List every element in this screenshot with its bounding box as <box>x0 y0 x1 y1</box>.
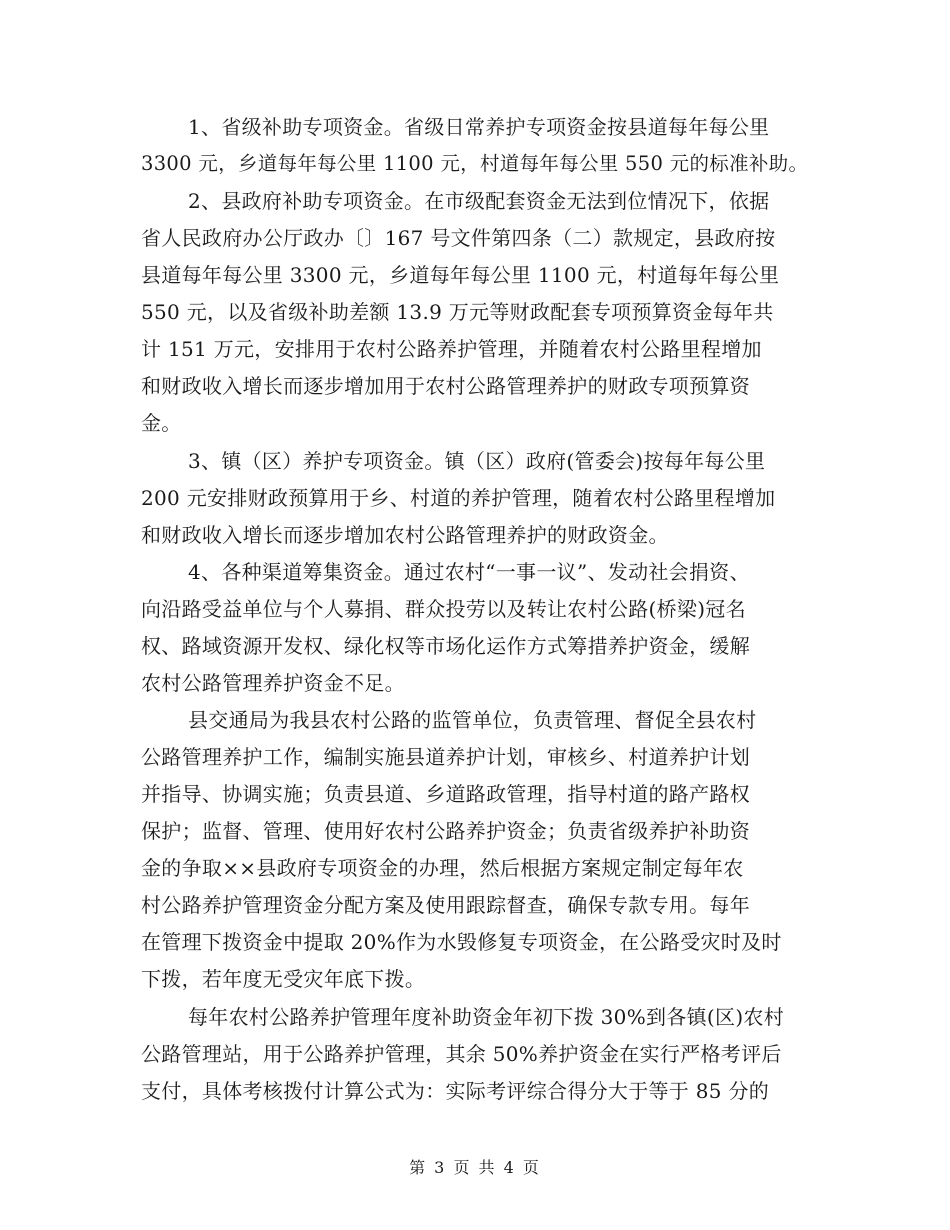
text-line: 和财政收入增长而逐步增加农村公路管理养护的财政资金。 <box>141 523 669 547</box>
text-line: 省人民政府办公厅政办〔〕167 号文件第四条（二）款规定，县政府按 <box>141 226 776 250</box>
text-line: 保护；监督、管理、使用好农村公路养护资金；负责省级养护补助资 <box>141 819 750 843</box>
text-line: 支付，具体考核拨付计算公式为：实际考评综合得分大于等于 85 分的 <box>141 1079 770 1103</box>
text-line: 村公路养护管理资金分配方案及使用跟踪督查，确保专款专用。每年 <box>141 893 750 917</box>
text-line: 计 151 万元，安排用于农村公路养护管理，并随着农村公路里程增加 <box>141 337 762 361</box>
text-line: 4、各种渠道筹集资金。通过农村“一事一议”、发动社会捐资、 <box>188 560 750 584</box>
text-line: 权、路域资源开发权、绿化权等市场化运作方式筹措养护资金，缓解 <box>141 634 750 658</box>
text-line: 金的争取××县政府专项资金的办理，然后根据方案规定制定每年农 <box>141 856 744 880</box>
text-line: 在管理下拨资金中提取 20%作为水毁修复专项资金，在公路受灾时及时 <box>141 930 782 954</box>
page-number-footer: 第 3 页 共 4 页 <box>409 1158 541 1177</box>
text-line: 农村公路管理养护资金不足。 <box>141 671 405 695</box>
text-line: 550 元，以及省级补助差额 13.9 万元等财政配套专项预算资金每年共 <box>141 300 774 324</box>
text-line: 和财政收入增长而逐步增加用于农村公路管理养护的财政专项预算资 <box>141 374 750 398</box>
text-line: 向沿路受益单位与个人募捐、群众投劳以及转让农村公路(桥梁)冠名 <box>141 597 746 621</box>
text-line: 并指导、协调实施；负责县道、乡道路政管理，指导村道的路产路权 <box>141 782 750 806</box>
text-line: 每年农村公路养护管理年度补助资金年初下拨 30%到各镇(区)农村 <box>188 1005 785 1029</box>
text-line: 下拨，若年度无受灾年底下拨。 <box>141 967 426 991</box>
text-line: 公路管理养护工作，编制实施县道养护计划，审核乡、村道养护计划 <box>141 745 750 769</box>
text-line: 3、镇（区）养护专项资金。镇（区）政府(管委会)按每年每公里 <box>188 449 766 473</box>
text-line: 1、省级补助专项资金。省级日常养护专项资金按县道每年每公里 <box>188 115 770 139</box>
text-line: 2、县政府补助专项资金。在市级配套资金无法到位情况下，依据 <box>188 189 770 213</box>
text-line: 县交通局为我县农村公路的监管单位，负责管理、督促全县农村 <box>188 708 757 732</box>
text-line: 3300 元，乡道每年每公里 1100 元，村道每年每公里 550 元的标准补助。 <box>141 152 809 175</box>
text-line: 公路管理站，用于公路养护管理，其余 50%养护资金在实行严格考评后 <box>141 1042 782 1066</box>
text-line: 县道每年每公里 3300 元，乡道每年每公里 1100 元，村道每年每公里 <box>141 263 780 287</box>
text-line: 金。 <box>141 411 182 435</box>
text-line: 200 元安排财政预算用于乡、村道的养护管理，随着农村公路里程增加 <box>141 486 776 510</box>
